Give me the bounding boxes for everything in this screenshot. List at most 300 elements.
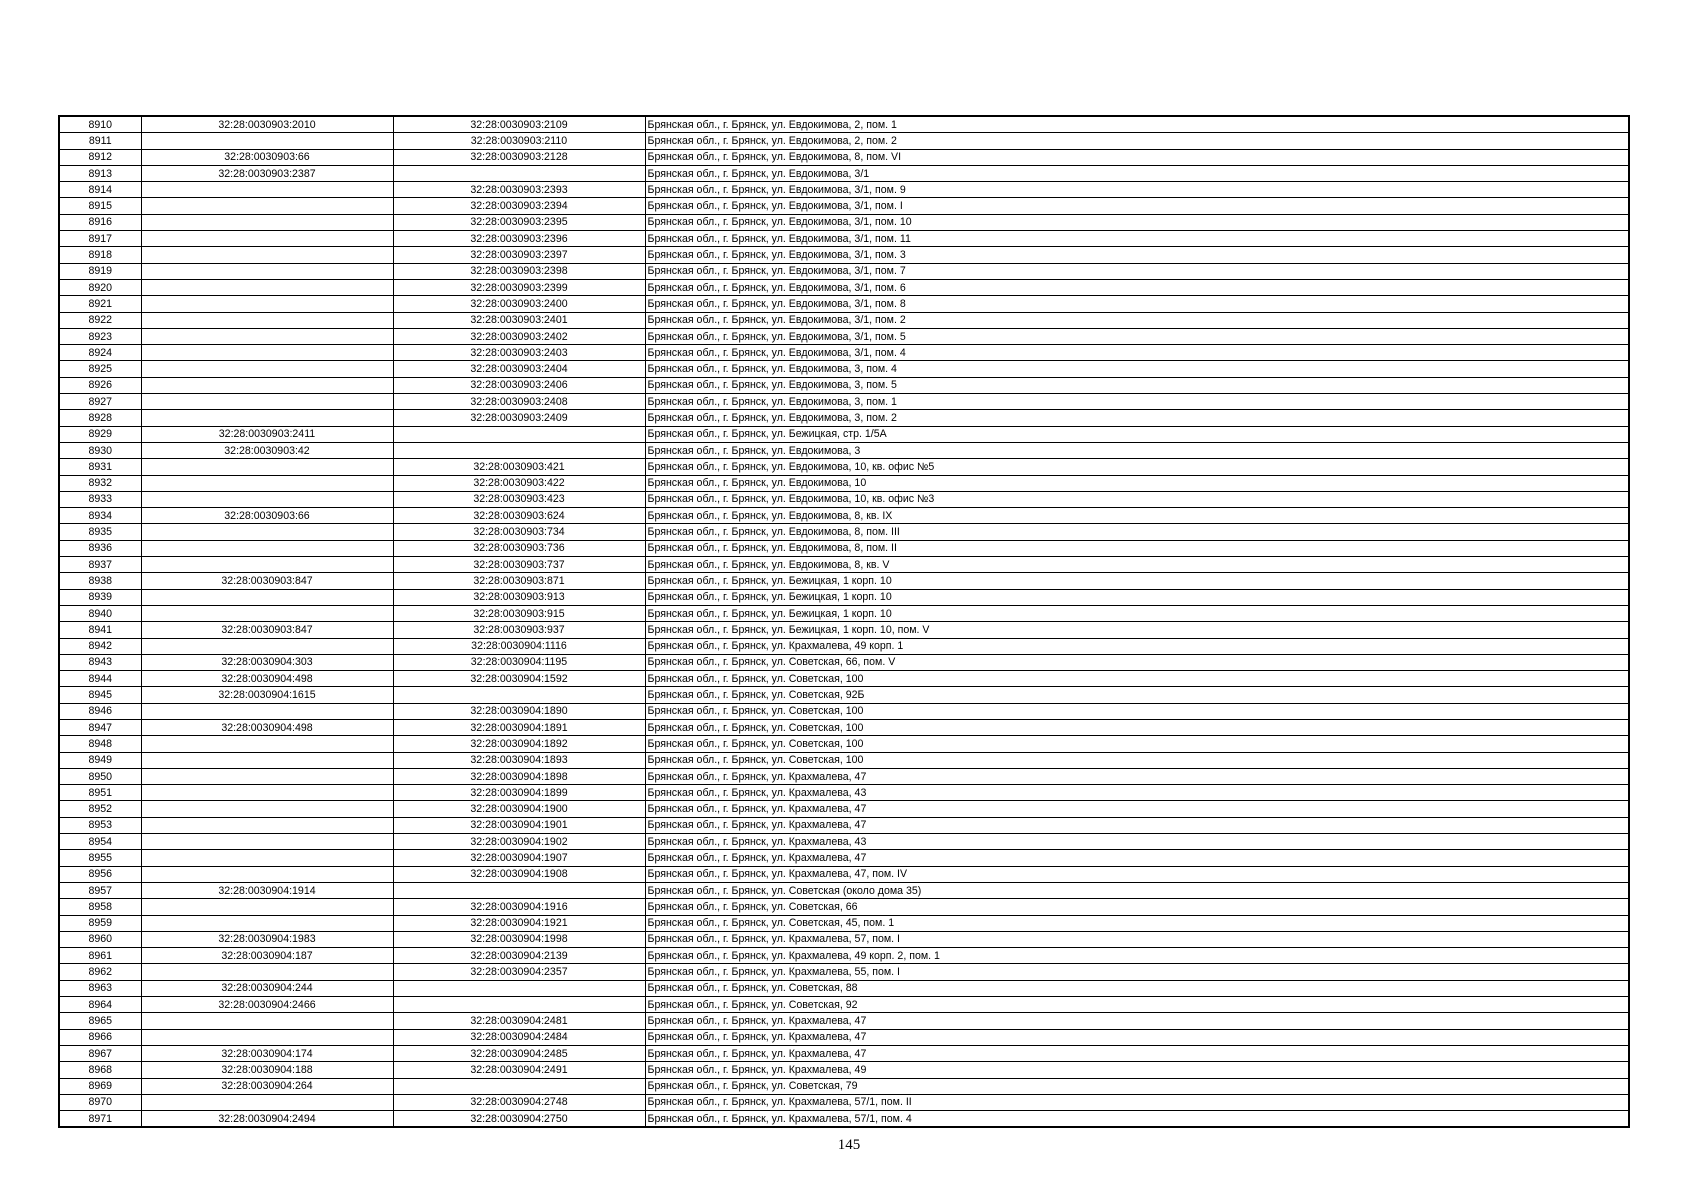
parent-cadastral-number-cell (141, 589, 393, 605)
row-number-cell: 8954 (59, 834, 141, 850)
cadastral-number-cell: 32:28:0030903:2399 (393, 279, 645, 295)
address-cell: Брянская обл., г. Брянск, ул. Евдокимова, 3/1, пом. I (645, 198, 1629, 214)
table-row (59, 834, 1629, 850)
parent-cadastral-number-cell (141, 557, 393, 573)
address-cell: Брянская обл., г. Брянск, ул. Евдокимова, 3/1, пом. 8 (645, 296, 1629, 312)
address-cell: Брянская обл., г. Брянск, ул. Крахмалева, 57, пом. I (645, 931, 1629, 947)
cadastral-number-cell: 32:28:0030904:1907 (393, 850, 645, 866)
address-cell: Брянская обл., г. Брянск, ул. Бежицкая, стр. 1/5А (645, 426, 1629, 442)
table-row (59, 328, 1629, 344)
cadastral-number-cell: 32:28:0030904:1998 (393, 931, 645, 947)
table-row (59, 508, 1629, 524)
parent-cadastral-number-cell (141, 475, 393, 491)
cadastral-number-cell: 32:28:0030904:1908 (393, 866, 645, 882)
address-cell: Брянская обл., г. Брянск, ул. Советская, 100 (645, 752, 1629, 768)
table-row (59, 247, 1629, 263)
address-cell: Брянская обл., г. Брянск, ул. Крахмалева, 47 (645, 1029, 1629, 1045)
table-row (59, 1111, 1629, 1128)
address-cell: Брянская обл., г. Брянск, ул. Советская, 100 (645, 736, 1629, 752)
table-row (59, 622, 1629, 638)
cadastral-number-cell: 32:28:0030903:2397 (393, 247, 645, 263)
address-cell: Брянская обл., г. Брянск, ул. Евдокимова, 8, кв. V (645, 557, 1629, 573)
parent-cadastral-number-cell (141, 328, 393, 344)
row-number-cell: 8944 (59, 671, 141, 687)
table-row (59, 1045, 1629, 1061)
address-cell: Брянская обл., г. Брянск, ул. Евдокимова, 3, пом. 1 (645, 394, 1629, 410)
address-cell: Брянская обл., г. Брянск, ул. Советская, 92 (645, 997, 1629, 1013)
parent-cadastral-number-cell (141, 312, 393, 328)
row-number-cell: 8971 (59, 1111, 141, 1128)
address-cell: Брянская обл., г. Брянск, ул. Евдокимова, 8, пом. II (645, 540, 1629, 556)
cadastral-number-cell (393, 442, 645, 458)
cadastral-number-cell (393, 882, 645, 898)
row-number-cell: 8968 (59, 1062, 141, 1078)
address-cell: Брянская обл., г. Брянск, ул. Евдокимова, 3/1 (645, 165, 1629, 181)
row-number-cell: 8947 (59, 719, 141, 735)
address-cell: Брянская обл., г. Брянск, ул. Советская, 100 (645, 719, 1629, 735)
address-cell: Брянская обл., г. Брянск, ул. Евдокимова, 3, пом. 5 (645, 377, 1629, 393)
address-cell: Брянская обл., г. Брянск, ул. Евдокимова, 3/1, пом. 6 (645, 279, 1629, 295)
parent-cadastral-number-cell (141, 540, 393, 556)
row-number-cell: 8950 (59, 768, 141, 784)
table-row (59, 491, 1629, 507)
table-row (59, 540, 1629, 556)
row-number-cell: 8928 (59, 410, 141, 426)
cadastral-number-cell: 32:28:0030904:2357 (393, 964, 645, 980)
parent-cadastral-number-cell: 32:28:0030904:264 (141, 1078, 393, 1094)
cadastral-number-cell: 32:28:0030903:423 (393, 491, 645, 507)
cadastral-number-cell: 32:28:0030903:2110 (393, 133, 645, 149)
table-row (59, 1062, 1629, 1078)
address-cell: Брянская обл., г. Брянск, ул. Бежицкая, 1 корп. 10, пом. V (645, 622, 1629, 638)
parent-cadastral-number-cell (141, 296, 393, 312)
cadastral-number-cell: 32:28:0030903:2398 (393, 263, 645, 279)
row-number-cell: 8911 (59, 133, 141, 149)
cadastral-number-cell: 32:28:0030903:2404 (393, 361, 645, 377)
table-row (59, 442, 1629, 458)
cadastral-number-cell: 32:28:0030904:1592 (393, 671, 645, 687)
address-cell: Брянская обл., г. Брянск, ул. Крахмалева, 49 корп. 1 (645, 638, 1629, 654)
parent-cadastral-number-cell: 32:28:0030903:2411 (141, 426, 393, 442)
parent-cadastral-number-cell (141, 768, 393, 784)
row-number-cell: 8953 (59, 817, 141, 833)
row-number-cell: 8929 (59, 426, 141, 442)
row-number-cell: 8910 (59, 116, 141, 133)
table-row (59, 899, 1629, 915)
table-row (59, 279, 1629, 295)
parent-cadastral-number-cell (141, 198, 393, 214)
cadastral-number-cell: 32:28:0030903:2395 (393, 214, 645, 230)
cadastral-number-cell: 32:28:0030904:2750 (393, 1111, 645, 1128)
cadastral-number-cell: 32:28:0030903:2402 (393, 328, 645, 344)
parent-cadastral-number-cell: 32:28:0030904:244 (141, 980, 393, 996)
row-number-cell: 8946 (59, 703, 141, 719)
parent-cadastral-number-cell: 32:28:0030903:2387 (141, 165, 393, 181)
cadastral-number-cell: 32:28:0030904:1898 (393, 768, 645, 784)
cadastral-number-cell: 32:28:0030904:2748 (393, 1094, 645, 1110)
cadastral-number-cell: 32:28:0030903:2393 (393, 182, 645, 198)
row-number-cell: 8938 (59, 573, 141, 589)
address-cell: Брянская обл., г. Брянск, ул. Крахмалева, 47 (645, 768, 1629, 784)
parent-cadastral-number-cell: 32:28:0030904:174 (141, 1045, 393, 1061)
parent-cadastral-number-cell: 32:28:0030904:2494 (141, 1111, 393, 1128)
table-row (59, 785, 1629, 801)
row-number-cell: 8963 (59, 980, 141, 996)
row-number-cell: 8933 (59, 491, 141, 507)
row-number-cell: 8943 (59, 654, 141, 670)
row-number-cell: 8918 (59, 247, 141, 263)
address-cell: Брянская обл., г. Брянск, ул. Евдокимова, 8, пом. VI (645, 149, 1629, 165)
parent-cadastral-number-cell (141, 638, 393, 654)
cadastral-number-cell: 32:28:0030904:2481 (393, 1013, 645, 1029)
table-row (59, 703, 1629, 719)
table-row (59, 1013, 1629, 1029)
parent-cadastral-number-cell: 32:28:0030903:42 (141, 442, 393, 458)
cadastral-number-cell: 32:28:0030903:624 (393, 508, 645, 524)
cadastral-number-cell: 32:28:0030904:1901 (393, 817, 645, 833)
row-number-cell: 8921 (59, 296, 141, 312)
parent-cadastral-number-cell (141, 1013, 393, 1029)
table-row (59, 459, 1629, 475)
row-number-cell: 8967 (59, 1045, 141, 1061)
row-number-cell: 8962 (59, 964, 141, 980)
table-row (59, 997, 1629, 1013)
table-row (59, 671, 1629, 687)
address-cell: Брянская обл., г. Брянск, ул. Евдокимова, 10, кв. офис №5 (645, 459, 1629, 475)
row-number-cell: 8935 (59, 524, 141, 540)
row-number-cell: 8945 (59, 687, 141, 703)
address-cell: Брянская обл., г. Брянск, ул. Евдокимова, 3 (645, 442, 1629, 458)
row-number-cell: 8912 (59, 149, 141, 165)
row-number-cell: 8926 (59, 377, 141, 393)
parent-cadastral-number-cell (141, 899, 393, 915)
address-cell: Брянская обл., г. Брянск, ул. Советская, 92Б (645, 687, 1629, 703)
register-table-body (59, 116, 1629, 1127)
parent-cadastral-number-cell (141, 263, 393, 279)
parent-cadastral-number-cell (141, 752, 393, 768)
table-row (59, 263, 1629, 279)
table-row (59, 524, 1629, 540)
row-number-cell: 8942 (59, 638, 141, 654)
parent-cadastral-number-cell: 32:28:0030904:1914 (141, 882, 393, 898)
cadastral-number-cell: 32:28:0030903:737 (393, 557, 645, 573)
parent-cadastral-number-cell (141, 410, 393, 426)
address-cell: Брянская обл., г. Брянск, ул. Бежицкая, 1 корп. 10 (645, 573, 1629, 589)
address-cell: Брянская обл., г. Брянск, ул. Советская, 45, пом. 1 (645, 915, 1629, 931)
cadastral-number-cell: 32:28:0030903:2403 (393, 345, 645, 361)
row-number-cell: 8965 (59, 1013, 141, 1029)
address-cell: Брянская обл., г. Брянск, ул. Советская (около дома 35) (645, 882, 1629, 898)
parent-cadastral-number-cell (141, 133, 393, 149)
row-number-cell: 8949 (59, 752, 141, 768)
table-row (59, 752, 1629, 768)
table-row (59, 198, 1629, 214)
address-cell: Брянская обл., г. Брянск, ул. Бежицкая, 1 корп. 10 (645, 605, 1629, 621)
cadastral-number-cell: 32:28:0030903:2128 (393, 149, 645, 165)
page-number: 145 (837, 1137, 861, 1153)
row-number-cell: 8940 (59, 605, 141, 621)
row-number-cell: 8959 (59, 915, 141, 931)
parent-cadastral-number-cell: 32:28:0030903:847 (141, 573, 393, 589)
cadastral-number-cell: 32:28:0030903:2109 (393, 116, 645, 133)
address-cell: Брянская обл., г. Брянск, ул. Крахмалева, 57/1, пом. II (645, 1094, 1629, 1110)
table-row (59, 768, 1629, 784)
address-cell: Брянская обл., г. Брянск, ул. Евдокимова, 3/1, пом. 10 (645, 214, 1629, 230)
cadastral-number-cell: 32:28:0030904:1893 (393, 752, 645, 768)
address-cell: Брянская обл., г. Брянск, ул. Крахмалева, 57/1, пом. 4 (645, 1111, 1629, 1128)
address-cell: Брянская обл., г. Брянск, ул. Евдокимова, 3, пом. 4 (645, 361, 1629, 377)
parent-cadastral-number-cell: 32:28:0030904:1615 (141, 687, 393, 703)
parent-cadastral-number-cell (141, 214, 393, 230)
row-number-cell: 8961 (59, 948, 141, 964)
parent-cadastral-number-cell (141, 703, 393, 719)
parent-cadastral-number-cell (141, 785, 393, 801)
table-row (59, 345, 1629, 361)
cadastral-number-cell: 32:28:0030903:736 (393, 540, 645, 556)
address-cell: Брянская обл., г. Брянск, ул. Евдокимова, 10, кв. офис №3 (645, 491, 1629, 507)
address-cell: Брянская обл., г. Брянск, ул. Евдокимова, 8, пом. III (645, 524, 1629, 540)
address-cell: Брянская обл., г. Брянск, ул. Крахмалева, 47, пом. IV (645, 866, 1629, 882)
cadastral-number-cell (393, 1078, 645, 1094)
address-cell: Брянская обл., г. Брянск, ул. Евдокимова, 3/1, пом. 4 (645, 345, 1629, 361)
parent-cadastral-number-cell (141, 182, 393, 198)
parent-cadastral-number-cell: 32:28:0030903:66 (141, 149, 393, 165)
address-cell: Брянская обл., г. Брянск, ул. Крахмалева, 43 (645, 785, 1629, 801)
table-row (59, 687, 1629, 703)
cadastral-number-cell: 32:28:0030904:1195 (393, 654, 645, 670)
parent-cadastral-number-cell (141, 817, 393, 833)
cadastral-number-cell: 32:28:0030904:1916 (393, 899, 645, 915)
row-number-cell: 8924 (59, 345, 141, 361)
cadastral-number-cell: 32:28:0030903:915 (393, 605, 645, 621)
cadastral-number-cell: 32:28:0030903:2396 (393, 231, 645, 247)
table-row (59, 410, 1629, 426)
parent-cadastral-number-cell (141, 605, 393, 621)
address-cell: Брянская обл., г. Брянск, ул. Советская, 88 (645, 980, 1629, 996)
cadastral-number-cell: 32:28:0030903:2406 (393, 377, 645, 393)
parent-cadastral-number-cell (141, 394, 393, 410)
table-row (59, 377, 1629, 393)
row-number-cell: 8964 (59, 997, 141, 1013)
cadastral-number-cell: 32:28:0030903:734 (393, 524, 645, 540)
row-number-cell: 8915 (59, 198, 141, 214)
table-row (59, 361, 1629, 377)
cadastral-number-cell: 32:28:0030903:421 (393, 459, 645, 475)
row-number-cell: 8930 (59, 442, 141, 458)
address-cell: Брянская обл., г. Брянск, ул. Крахмалева, 49 корп. 2, пом. 1 (645, 948, 1629, 964)
address-cell: Брянская обл., г. Брянск, ул. Крахмалева, 49 (645, 1062, 1629, 1078)
parent-cadastral-number-cell (141, 1094, 393, 1110)
row-number-cell: 8960 (59, 931, 141, 947)
row-number-cell: 8932 (59, 475, 141, 491)
cadastral-number-cell: 32:28:0030903:871 (393, 573, 645, 589)
table-row (59, 475, 1629, 491)
parent-cadastral-number-cell (141, 459, 393, 475)
row-number-cell: 8957 (59, 882, 141, 898)
table-row (59, 654, 1629, 670)
parent-cadastral-number-cell: 32:28:0030904:498 (141, 719, 393, 735)
table-row (59, 1078, 1629, 1094)
row-number-cell: 8931 (59, 459, 141, 475)
row-number-cell: 8923 (59, 328, 141, 344)
table-row (59, 231, 1629, 247)
row-number-cell: 8916 (59, 214, 141, 230)
row-number-cell: 8955 (59, 850, 141, 866)
row-number-cell: 8937 (59, 557, 141, 573)
address-cell: Брянская обл., г. Брянск, ул. Евдокимова, 3, пом. 2 (645, 410, 1629, 426)
table-row (59, 312, 1629, 328)
address-cell: Брянская обл., г. Брянск, ул. Бежицкая, 1 корп. 10 (645, 589, 1629, 605)
row-number-cell: 8917 (59, 231, 141, 247)
cadastral-number-cell: 32:28:0030904:2491 (393, 1062, 645, 1078)
parent-cadastral-number-cell: 32:28:0030904:187 (141, 948, 393, 964)
row-number-cell: 8925 (59, 361, 141, 377)
address-cell: Брянская обл., г. Брянск, ул. Советская, 66 (645, 899, 1629, 915)
cadastral-number-cell: 32:28:0030903:2409 (393, 410, 645, 426)
table-row (59, 638, 1629, 654)
table-row (59, 426, 1629, 442)
row-number-cell: 8952 (59, 801, 141, 817)
address-cell: Брянская обл., г. Брянск, ул. Крахмалева, 43 (645, 834, 1629, 850)
table-row (59, 964, 1629, 980)
table-row (59, 719, 1629, 735)
address-cell: Брянская обл., г. Брянск, ул. Евдокимова, 2, пом. 2 (645, 133, 1629, 149)
parent-cadastral-number-cell: 32:28:0030904:498 (141, 671, 393, 687)
cadastral-number-cell: 32:28:0030904:1921 (393, 915, 645, 931)
row-number-cell: 8939 (59, 589, 141, 605)
address-cell: Брянская обл., г. Брянск, ул. Евдокимова, 3/1, пом. 9 (645, 182, 1629, 198)
address-cell: Брянская обл., г. Брянск, ул. Крахмалева, 47 (645, 1013, 1629, 1029)
row-number-cell: 8936 (59, 540, 141, 556)
parent-cadastral-number-cell: 32:28:0030903:2010 (141, 116, 393, 133)
row-number-cell: 8969 (59, 1078, 141, 1094)
row-number-cell: 8948 (59, 736, 141, 752)
cadastral-number-cell: 32:28:0030904:1900 (393, 801, 645, 817)
parent-cadastral-number-cell: 32:28:0030904:2466 (141, 997, 393, 1013)
cadastral-number-cell (393, 997, 645, 1013)
address-cell: Брянская обл., г. Брянск, ул. Советская, 79 (645, 1078, 1629, 1094)
table-row (59, 850, 1629, 866)
row-number-cell: 8927 (59, 394, 141, 410)
parent-cadastral-number-cell: 32:28:0030904:188 (141, 1062, 393, 1078)
parent-cadastral-number-cell (141, 1029, 393, 1045)
row-number-cell: 8958 (59, 899, 141, 915)
table-row (59, 589, 1629, 605)
parent-cadastral-number-cell (141, 834, 393, 850)
cadastral-number-cell (393, 165, 645, 181)
table-row (59, 980, 1629, 996)
table-row (59, 1094, 1629, 1110)
cadastral-number-cell: 32:28:0030903:937 (393, 622, 645, 638)
parent-cadastral-number-cell (141, 377, 393, 393)
row-number-cell: 8914 (59, 182, 141, 198)
table-row (59, 296, 1629, 312)
parent-cadastral-number-cell: 32:28:0030904:1983 (141, 931, 393, 947)
register-table (58, 115, 1630, 1128)
cadastral-number-cell: 32:28:0030904:1890 (393, 703, 645, 719)
cadastral-number-cell: 32:28:0030903:2401 (393, 312, 645, 328)
parent-cadastral-number-cell (141, 231, 393, 247)
row-number-cell: 8920 (59, 279, 141, 295)
cadastral-number-cell: 32:28:0030904:1899 (393, 785, 645, 801)
table-row (59, 882, 1629, 898)
table-row (59, 165, 1629, 181)
parent-cadastral-number-cell: 32:28:0030904:303 (141, 654, 393, 670)
row-number-cell: 8919 (59, 263, 141, 279)
table-row (59, 182, 1629, 198)
row-number-cell: 8970 (59, 1094, 141, 1110)
table-row (59, 394, 1629, 410)
parent-cadastral-number-cell: 32:28:0030903:66 (141, 508, 393, 524)
parent-cadastral-number-cell (141, 736, 393, 752)
row-number-cell: 8951 (59, 785, 141, 801)
cadastral-number-cell: 32:28:0030903:2408 (393, 394, 645, 410)
table-row (59, 931, 1629, 947)
parent-cadastral-number-cell: 32:28:0030903:847 (141, 622, 393, 638)
table-row (59, 605, 1629, 621)
table-row (59, 915, 1629, 931)
address-cell: Брянская обл., г. Брянск, ул. Евдокимова, 8, кв. IX (645, 508, 1629, 524)
cadastral-number-cell: 32:28:0030904:2484 (393, 1029, 645, 1045)
parent-cadastral-number-cell (141, 345, 393, 361)
cadastral-number-cell (393, 687, 645, 703)
cadastral-number-cell: 32:28:0030903:2394 (393, 198, 645, 214)
table-row (59, 736, 1629, 752)
table-row (59, 133, 1629, 149)
row-number-cell: 8913 (59, 165, 141, 181)
cadastral-number-cell: 32:28:0030904:2139 (393, 948, 645, 964)
cadastral-number-cell: 32:28:0030904:1902 (393, 834, 645, 850)
parent-cadastral-number-cell (141, 866, 393, 882)
address-cell: Брянская обл., г. Брянск, ул. Евдокимова, 10 (645, 475, 1629, 491)
cadastral-number-cell (393, 426, 645, 442)
row-number-cell: 8941 (59, 622, 141, 638)
cadastral-number-cell: 32:28:0030904:1891 (393, 719, 645, 735)
row-number-cell: 8934 (59, 508, 141, 524)
table-row (59, 573, 1629, 589)
cadastral-number-cell: 32:28:0030903:913 (393, 589, 645, 605)
parent-cadastral-number-cell (141, 524, 393, 540)
address-cell: Брянская обл., г. Брянск, ул. Евдокимова, 3/1, пом. 3 (645, 247, 1629, 263)
address-cell: Брянская обл., г. Брянск, ул. Крахмалева, 47 (645, 1045, 1629, 1061)
parent-cadastral-number-cell (141, 850, 393, 866)
parent-cadastral-number-cell (141, 279, 393, 295)
row-number-cell: 8956 (59, 866, 141, 882)
address-cell: Брянская обл., г. Брянск, ул. Евдокимова, 3/1, пом. 11 (645, 231, 1629, 247)
cadastral-number-cell: 32:28:0030904:2485 (393, 1045, 645, 1061)
cadastral-number-cell: 32:28:0030904:1892 (393, 736, 645, 752)
table-row (59, 149, 1629, 165)
address-cell: Брянская обл., г. Брянск, ул. Советская, 66, пом. V (645, 654, 1629, 670)
address-cell: Брянская обл., г. Брянск, ул. Крахмалева, 47 (645, 817, 1629, 833)
address-cell: Брянская обл., г. Брянск, ул. Крахмалева, 47 (645, 801, 1629, 817)
row-number-cell: 8922 (59, 312, 141, 328)
table-row (59, 801, 1629, 817)
table-row (59, 948, 1629, 964)
table-row (59, 557, 1629, 573)
table-row (59, 866, 1629, 882)
cadastral-number-cell (393, 980, 645, 996)
address-cell: Брянская обл., г. Брянск, ул. Советская, 100 (645, 703, 1629, 719)
address-cell: Брянская обл., г. Брянск, ул. Евдокимова, 3/1, пом. 7 (645, 263, 1629, 279)
parent-cadastral-number-cell (141, 361, 393, 377)
parent-cadastral-number-cell (141, 247, 393, 263)
cadastral-number-cell: 32:28:0030904:1116 (393, 638, 645, 654)
address-cell: Брянская обл., г. Брянск, ул. Евдокимова, 3/1, пом. 2 (645, 312, 1629, 328)
address-cell: Брянская обл., г. Брянск, ул. Советская, 100 (645, 671, 1629, 687)
address-cell: Брянская обл., г. Брянск, ул. Евдокимова, 3/1, пом. 5 (645, 328, 1629, 344)
address-cell: Брянская обл., г. Брянск, ул. Евдокимова, 2, пом. 1 (645, 116, 1629, 133)
